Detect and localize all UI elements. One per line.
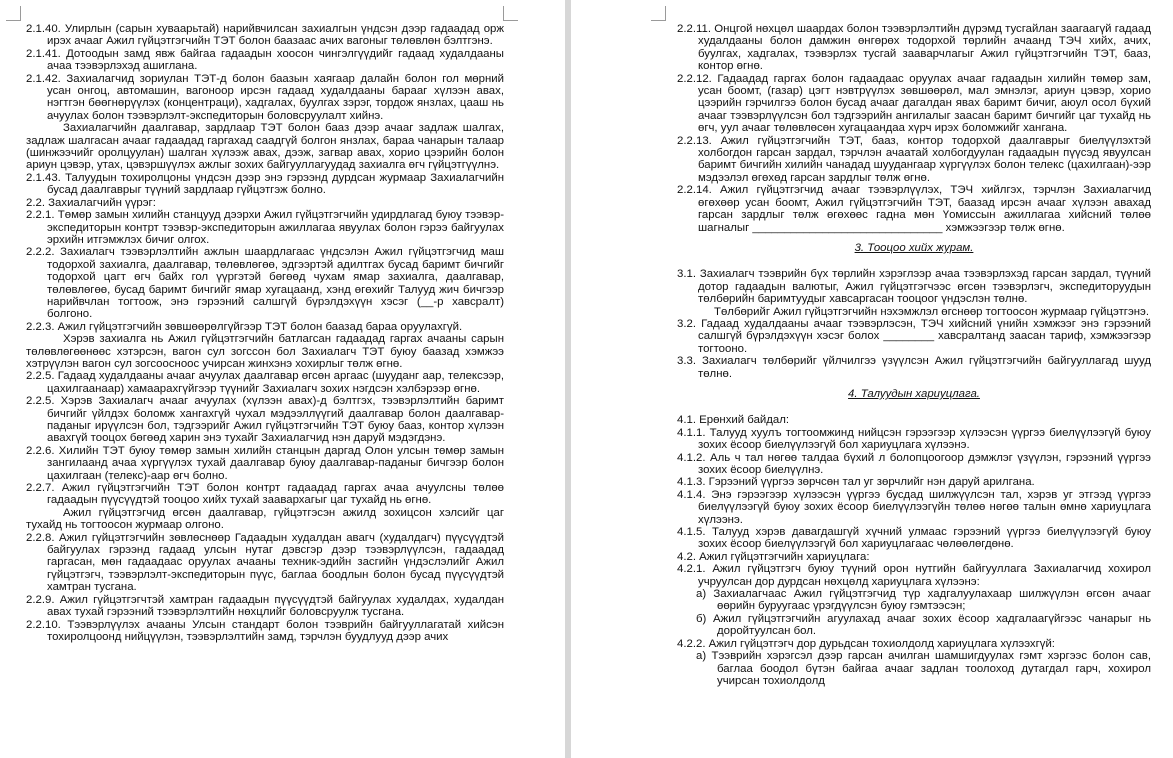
paragraph-2-2-12: 2.2.12. Гадаадад гаргах болон гадаадаас оруулах ачааг гадаадын хилийн төмөр зам, усан боомт, (газар) цэгт нэвтрүүлэх зөвшөөрөл, мал эмнэлэг, ариун цэвэр, хорио цээрийн гэрчилгээ болон бусад ачааг дагалдан явах баримт бичиг, аюул осол бүхий ачааг тээвэрлүүлсэн бол тэдгээрийн ангилалыг заасан баримт бичгийг цаг тухайд нь өгч, уул ачааг төлөвлөсөн хугацаандаа хүрч ирэх боломжийг хангана.: [677, 72, 1151, 135]
document-page-right: [571, 0, 1173, 758]
paragraph-4-2-1: 4.2.1. Ажил гүйцэтгэгч буюу түүний орон нутгийн байгууллага Захиалагчид хохирол учруулсан дор дурдсан нөхцөлд хариуцлага хүлээнэ:: [677, 563, 1151, 588]
paragraph-4-2-1-b: б) Ажил гүйцэтгэгчийн агуулахад ачааг зохих ёсоор хадгалаагүйгээс чанарыг нь доройтуулсан бол.: [696, 612, 1151, 638]
paragraph-2-2-3: 2.2.3. Ажил гүйцэтгэгчийн зөвшөөрөлгүйгээр ТЭТ болон баазад бараа оруулахгүй.: [26, 320, 463, 333]
paragraph-2-2-11: 2.2.11. Онцгой нөхцөл шаардах болон тээвэрлэлтийн дүрэмд тусгайлан заагаагүй гадаад худалдааны болон дамжин өнгөрөх тодорхой төрлийн ачаанд ТЭЧ хийх, ачих, буулгах, хадгалах, тээвэрлэх тусгай зааварчлагыг Ажил гүйцэтгэгчийн ТЭТ, бааз, контор өгнө.: [677, 23, 1151, 73]
paragraph-2-2-9: 2.2.9. Ажил гүйцэтгэгчтэй хамтран гадаадын пүүсүүдтэй байгуулах худалдах, худалдан авах тухай гэрээний тээвэрлэлтийн нөхцлийг боловсруулж тусгана.: [26, 593, 504, 619]
paragraph-4-2-2-a: а) Тээврийн хэрэгсэл дээр гарсан ачилган шамшигдуулах гэмт хэргээс болон сав, баглаа боодол бүтэн байгаа ачааг задлан тоолоход дутагдал гарч, хохирол учирсан тохиолдолд: [696, 650, 1151, 687]
paragraph-4-1-5: 4.1.5. Талууд хэрэв давагдашгүй хүчний улмаас гэрээний үүргээ биелүүлээгүй буюу зохих ёсоор биелүүлээгүй бол хариуцлагаас чөлөөлөгдөнө.: [677, 526, 1151, 551]
text-column-right: [677, 23, 1151, 687]
text-column-left: [26, 23, 504, 643]
paragraph-4-2-1-a: а) Захиалагчаас Ажил гүйцэтгэгчид түр хадгалуулахаар шилжүүлэн өгсөн ачааг өөрийн буруугаас үрэгдүүлсэн буюу гэмтээсэн;: [696, 588, 1151, 613]
paragraph-3-3: 3.3. Захиалагч төлбөрийг үйлчилгээ үзүүлсэн Ажил гүйцэтгэгчийн байгууллагад шууд төлнө.: [677, 355, 1151, 380]
paragraph-4-1-4: 4.1.4. Энэ гэрээгээр хүлээсэн үүргээ бусдад шилжүүлсэн тал, хэрэв уг этгээд үүргээ биелүүлээгүй буюу зохих ёсоор биелүүлээгүйн төлөө нөгөө талын өмнө хариуцлага хүлээнэ.: [677, 488, 1151, 526]
paragraph-3-1-cont: Төлбөрийг Ажил гүйцэтгэгчийн нэхэмжлэл өгснөөр тогтоосон журмаар гүйцэтгэнэ.: [714, 305, 1150, 318]
paragraph-4-1-1: 4.1.1. Талууд хуулъ тогтоомжинд нийцсэн гэрээгээр хүлээсэн үүргээ биелүүлээгүй буюу зохих ёсоор биелүүлээгүй бол хариуцлага хүлээнэ.: [677, 426, 1151, 452]
page-corner-mark-top-right: [503, 6, 518, 21]
paragraph-3-2: 3.2. Гадаад худалдааны ачааг тээвэрлэсэн, ТЭЧ хийсний үнийн хэмжээг энэ гэрээний салшгүй бүрэлдэхүүн хэсэг болох ________ хавсралтанд заасан тариф, хэмжээгээр тогтооно.: [677, 317, 1151, 355]
section-3-heading: 3. Тооцоо хийх журам.: [854, 241, 974, 254]
paragraph-2-2-6: 2.2.6. Хилийн ТЭТ буюу төмөр замын хилийн станцын даргад Олон улсын төмөр замын зангилаанд ачаа хүргүүлэх тухай даалгавар буюу даалгавар-паданыг бичгээр болон цахилгаан (телекс)-аар өгч болно.: [26, 444, 504, 482]
paragraph-2-2-8: 2.2.8. Ажил гүйцэтгэгчийн зөвлөснөөр Гадаадын худалдан авагч (худалдагч) пүүсүүдтэй байгуулах гэрээнд гадаад улсын нутаг дэвсгэр дээр тээвэрлүүлсэн, гадаадад гаргасан, мөн гадаадаас оруулах ачааны техник-эдийн засгийн үндэслэлийг Ажил гүйцэтгэгч, тээвэрлэлт-экспедиторын пүүс, баглаа боодлын болон бусад пүүсүүдтэй хамтран тусгана.: [26, 531, 504, 594]
paragraph-2-1-41: 2.1.41. Дотоодын замд явж байгаа гадаадын хоосон чингэлгүүдийг гадаад худалдааны ачаа тээвэрлэхэд ашиглана.: [26, 47, 504, 73]
paragraph-2-2-2: 2.2.2. Захиалагч тээвэрлэлтийн ажлын шаардлагаас үндсэлэн Ажил гүйцэтгэгчид маш тодорхой захиалга, даалгавар, төлөвлөгөө, эдгээртэй адилтгах бусад баримт бичгийг тодорхой цагт өгч байх гол үүргэтэй бөгөөд чухам ямар захиалга, даалгавар, төлөвлөгөө, бусад баримт бичгийг ямар хугацаанд, хэнд өгөхийг Талууд жич бичгээр нарийвчлан тогтоож, энэ гэрээний салшгүй бүрэлдэхүүн хэсэг (__-р хавсралт) болгоно.: [26, 246, 504, 321]
paragraph-3-1: 3.1. Захиалагч тээврийн бүх төрлийн хэрэглээр ачаа тээвэрлэхэд гарсан зардал, түүний дотор гадаадын валютыг, Ажил гүйцэтгэгчээс өгсөн тээвэрлэгч, экспедиторуудын төлбөрийн баримтуудыг хавсаргасан тооцоог үндэслэн төлнө.: [677, 268, 1151, 306]
paragraph-2-2: 2.2. Захиалагчийн үүрэг:: [26, 196, 156, 209]
paragraph-4-1-2: 4.1.2. Аль ч тал нөгөө талдаа бүхий л болопцоогоор дэмжлэг үзүүлэн, гэрээний үүргээ зохих ёсоор биелүүлнэ.: [677, 451, 1151, 476]
paragraph-4-2: 4.2. Ажил гүйцэтгэгчийн хариуцлага:: [677, 550, 870, 563]
paragraph-2-2-5b: 2.2.5. Хэрэв Захиалагч ачааг ачуулах (хүлээн авах)-д бэлтгэх, тээвэрлэлтийн баримт бичгийг үйлдэх боломж хангахгүй чухал мэдээллүүгий даалгавар болон даалгавар-паданыг ирүүлсэн бол, тэдгээрийг Ажил гүйцэтгэгчийн ТЭТ буюу бааз, контор хүлээн авахгүй тооцох бөгөөд харин энэ тухайг Захиалагчид нэн даруй мэдэгдэнэ.: [26, 395, 504, 445]
page-corner-mark-top-left: [6, 6, 21, 21]
paragraph-2-2-7: 2.2.7. Ажил гүйцэтгэгчийн ТЭТ болон контрт гадаадад гаргах ачаа ачуулсны төлөө гадаадын пүүсүүдтэй тооцоо хийх тухай заавархагыг цаг тухайд нь өгнө.: [26, 482, 504, 507]
paragraph-4-1-3: 4.1.3. Гэрээний үүргээ зөрчсөн тал уг зөрчлийг нэн даруй арилгана.: [677, 476, 1035, 489]
section-4-heading: 4. Талуудын хариуцлага.: [848, 387, 980, 400]
paragraph-2-2-13: 2.2.13. Ажил гүйцэтгэгчийн ТЭТ, бааз, контор тодорхой даалгаврыг биелүүлэхтэй холбогдон гарсан зардал, тэрчлэн ачаатай холбогдуулан гадаадын пүүсэд явуулсан баримт бичгийн хилийн чанадад шуудангаар хүргүүлэх болон телекс (цахилгаан)-ээр мэдээлэл өгөхөд гарсан зардлыг төлж өгнө.: [677, 134, 1151, 184]
paragraph-4-2-2: 4.2.2. Ажил гүйцэтгэгч дор дурьдсан тохиолдолд хариуцлага хүлээхгүй:: [677, 637, 1055, 650]
paragraph-2-1-42: 2.1.42. Захиалагчид зориулан ТЭТ-д болон баазын хаягаар далайн болон гол мөрний усан онгоц, автомашин, вагоноор ирсэн гадаад худалдааны барааг хүлээн авах, нэгтгэн бөөгнөрүүлэх (концентраци), хадгалах, буулгах зэрэг, тордож янзлах, цааш нь ачуулах болон тээвэрлэлт-экспедиторын боловсруулалт хийнэ.: [26, 72, 504, 122]
paragraph-2-1-40: 2.1.40. Улирлын (сарын хуваарьтай) нарийвчилсан захиалгын үндсэн дээр гадаадад орж ирэх ачааг Ажил гүйцэтгэгчийн ТЭТ болон баазаас ачих вагоныг төлөвлөн бэлтгэнэ.: [26, 23, 504, 48]
paragraph-4-1: 4.1. Ерөнхий байдал:: [677, 414, 790, 427]
paragraph-2-2-14: 2.2.14. Ажил гүйцэтгэгчид ачааг тээвэрлүүлэх, ТЭЧ хийлгэх, тэрчлэн Захиалагчид өгөхөөр усан боомт, Ажил гүйцэтгэгчийн ТЭТ, баазад ирсэн ачааг хүлээн авахад гарсан зардлыг төлж өгөхөөс гадна мөн Үомиссын ажиллагаа хийсний төлөө шагналыг ______________________________ хэмжээгээр төлж өгнө.: [677, 184, 1151, 234]
document-page-left: [0, 0, 565, 758]
paragraph-2-2-10: 2.2.10. Тээвэрлүүлэх ачааны Улсын стандарт болон тээврийн байгууллагатай хийсэн тохиролцоонд нийцүүлэн, тээвэрлэлтийн замд, тэрчлэн буудлууд дээр ачих: [26, 618, 504, 643]
paragraph-2-2-5a: 2.2.5. Гадаад худалдааны ачааг ачуулах даалгавар өгсөн аргаас (шууданг аар, телексээр, цахилгаанаар) хамаарахгүйгээр түүнийг Захиалагч зохих нэгдсэн хэлбэрээр өгнө.: [26, 370, 504, 395]
paragraph-2-2-1: 2.2.1. Төмөр замын хилийн станцууд дээрхи Ажил гүйцэтгэгчийн удирдлагад буюу тээвэр-экспедиторын контрт тээвэр-экспедиторын ажиллагаа явуулах болон гэрээ байгуулах эрхийн итгэмжлэх бичиг олгох.: [26, 209, 504, 246]
paragraph-2-1-43: 2.1.43. Талуудын тохиролцоны үндсэн дээр энэ гэрээнд дурдсан журмаар Захиалагчийн бусад даалгаврыг түүний зардлаар гүйцэтгэж болно.: [26, 171, 504, 197]
paragraph-2-2-7-cont: Ажил гүйцэтгэгчид өгсөн даалгавар, гүйцэтгэсэн ажилд зохицсон хэлсийг цаг тухайд нь тогтоосон журмаар олгоно.: [26, 506, 504, 532]
paragraph-2-1-42-cont: Захиалагчийн даалгавар, зардлаар ТЭТ болон бааз дээр ачааг задлаж шалгах, задлаж шалгасан ачааг гадаадад гаргахад саадгүй болгон янзлах, бараа чанарын талаар (шинжээчийг оролцуулан) шалган хүлээж авах, дээж, загвар авах, хорио цээрийн болон ариун цэвэр, утах, цэвэршүүлэх ажлыг зохих байгууллагуудад захиалга өгч гүйцэтгүүлнэ.: [26, 122, 504, 172]
paragraph-2-2-3-cont: Хэрэв захиалга нь Ажил гүйцэтгэгчийн батлагсан гадаадад гаргах ачааны сарын төлөвлөгөөнөөс хэтэрсэн, вагон сул зогссон бол Захиалагч ТЭТ буюу баазад хэмжээ хэтрүүлэн вагон сул зогсоосноос учирсан жинхэнэ хохирлыг төлж өгнө.: [26, 333, 504, 370]
page-corner-mark-top-left: [651, 6, 666, 21]
